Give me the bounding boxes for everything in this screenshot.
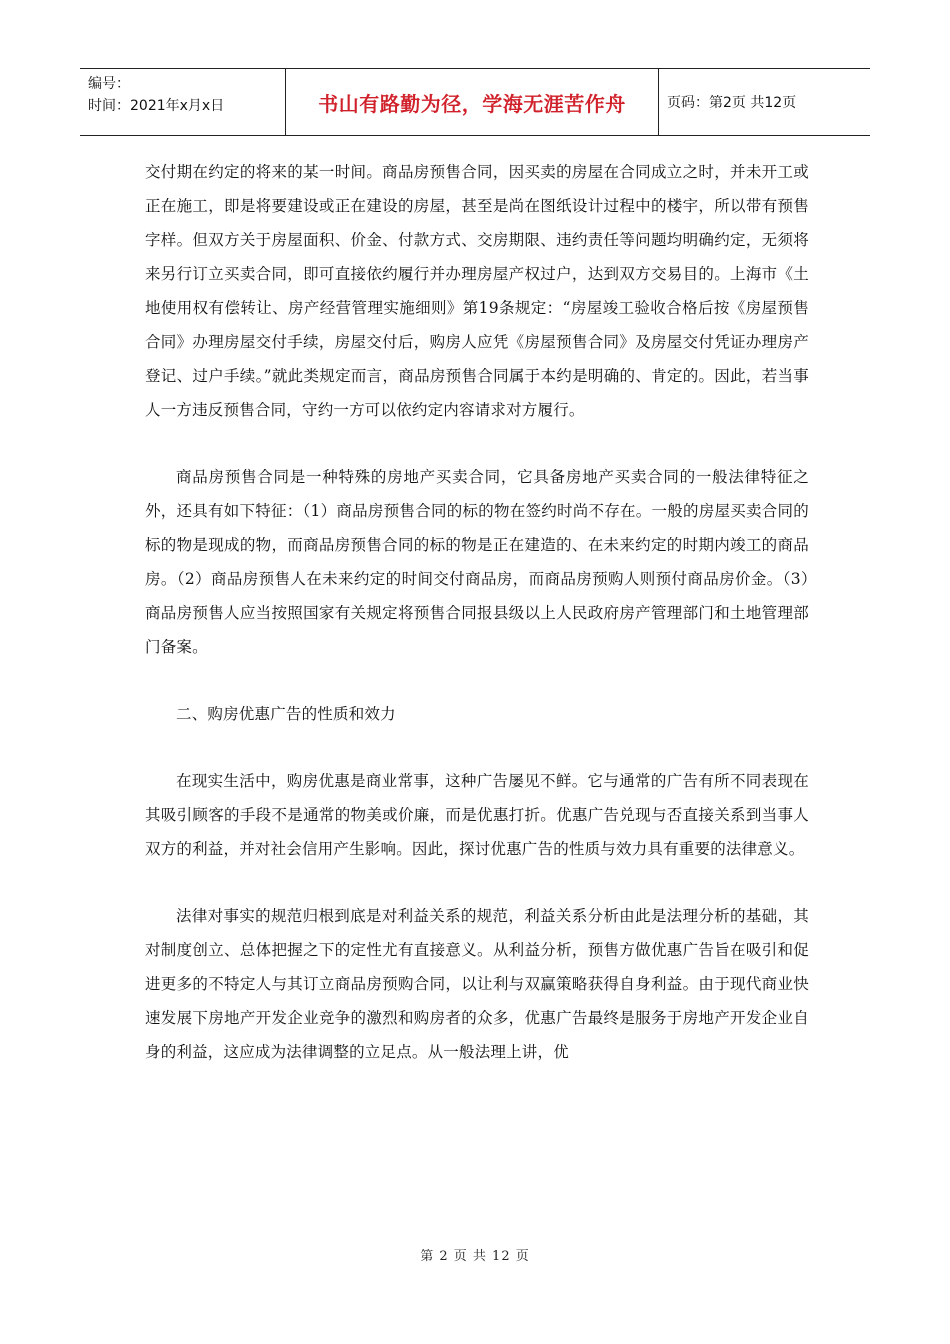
paragraph: 商品房预售合同是一种特殊的房地产买卖合同，它具备房地产买卖合同的一般法律特征之外，还具有如下特征：（1）商品房预售合同的标的物在签约时尚不存在。一般的房屋买卖合同的标的物是现成的物，而商品房预售合同的标的物是正在建造的、在未来约定的时期内竣工的商品房。（2）商品房预售人在未来约定的时间交付商品房，而商品房预购人则预付商品房价金。（3）商品房预售人应当按照国家有关规定将预售合同报县级以上人民政府房产管理部门和土地管理部门备案。 bbox=[145, 468, 809, 656]
document-number-label: 编号： bbox=[88, 76, 130, 92]
header-meta bbox=[80, 69, 285, 135]
paragraph: 法律对事实的规范归根到底是对利益关系的规范，利益关系分析由此是法理分析的基础，其对制度创立、总体把握之下的定性尤有直接意义。从利益分析，预售方做优惠广告旨在吸引和促进更多的不特定人与其订立商品房预购合同，以让利与双赢策略获得自身利益。由于现代商业快速发展下房地产开发企业竞争的激烈和购房者的众多，优惠广告最终是服务于房地产开发企业自身的利益，这应成为法律调整的立足点。从一般法理上讲，优 bbox=[145, 907, 809, 1061]
document-time-label: 时间：2021年x月x日 bbox=[88, 98, 225, 114]
page-footer: 第 2 页 共 12 页 bbox=[420, 1249, 530, 1264]
paragraph: 在现实生活中，购房优惠是商业常事，这种广告屡见不鲜。它与通常的广告有所不同表现在其吸引顾客的手段不是通常的物美或价廉，而是优惠打折。优惠广告兑现与否直接关系到当事人双方的利益，并对社会信用产生影响。因此，探讨优惠广告的性质与效力具有重要的法律意义。 bbox=[145, 772, 809, 858]
paragraph: 交付期在约定的将来的某一时间。商品房预售合同，因买卖的房屋在合同成立之时，并未开工或正在施工，即是将要建设或正在建设的房屋，甚至是尚在图纸设计过程中的楼宇，所以带有预售字样。但双方关于房屋面积、价金、付款方式、交房期限、违约责任等问题均明确约定，无须将来另行订立买卖合同，即可直接依约履行并办理房屋产权过户，达到双方交易目的。上海市《土地使用权有偿转让、房产经营管理实施细则》第19条规定：“房屋竣工验收合格后按《房屋预售合同》办理房屋交付手续，房屋交付后，购房人应凭《房屋预售合同》及房屋交付凭证办理房产登记、过户手续。”就此类规定而言，商品房预售合同属于本约是明确的、肯定的。因此，若当事人一方违反预售合同，守约一方可以依约定内容请求对方履行。 bbox=[145, 163, 809, 419]
header-motto: 书山有路勤为径，学海无涯苦作舟 bbox=[285, 69, 659, 135]
header-page-info: 页码：第2页 共12页 bbox=[667, 95, 797, 111]
section-heading: 二、购房优惠广告的性质和效力 bbox=[176, 705, 396, 723]
document-body bbox=[145, 155, 809, 1069]
page-header bbox=[80, 68, 870, 136]
